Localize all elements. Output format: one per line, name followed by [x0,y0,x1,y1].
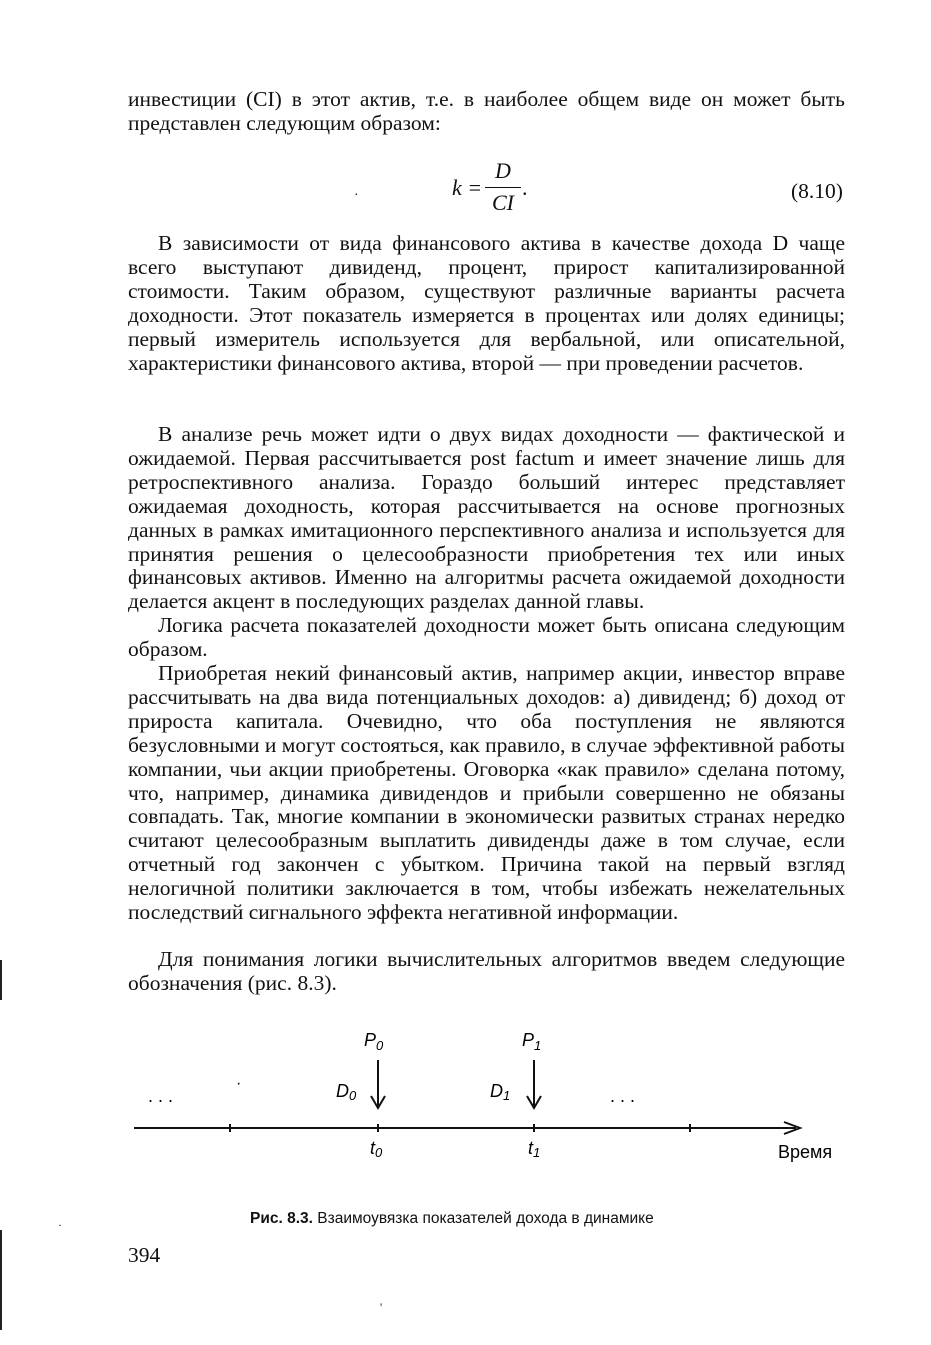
equation-number: (8.10) [791,179,843,203]
figure-8-3 [120,1020,850,1170]
paragraph-3: Логика расчета показателей доходности может быть описана следующим образом. [128,613,845,661]
formula-denominator: CI [492,190,514,215]
dots-right: . . . [610,1086,636,1106]
dots-left: . . . [148,1086,174,1106]
page-number: 394 [128,1243,161,1267]
caption-label: Рис. 8.3. [250,1210,313,1227]
label-p1: $P_1$ [522,1030,542,1053]
figure-caption [250,1210,654,1228]
formula-fraction [485,158,521,216]
formula-numerator: D [495,158,511,183]
paragraph-5: Для понимания логики вычислительных алгоритмов введем следующие обозначения (рис. 8.3). [128,947,845,995]
caption-text: Взаимоувязка показателей дохода в динамике [317,1210,654,1227]
paragraph-1: В зависимости от вида финансового актива в качестве дохода D чаще всего выступают дивиденд, процент, прирост капитализированной стоимости. Таким образом, существуют различные варианты расчета доходности. Этот показатель измеряется в процентах или долях единицы; первый измеритель используется для вербальной, или описательной, характеристики финансового актива, второй — при проведении расчетов. [128,231,845,375]
intro-paragraph: инвестиции (CI) в этот актив, т.е. в наиболее общем виде он может быть представлен следующим образом: [128,87,845,135]
label-p0: $P_0$ [364,1030,384,1053]
label-d0: D0 [336,1081,357,1103]
label-d1: D1 [490,1081,511,1103]
paragraph-4: Приобретая некий финансовый актив, например акции, инвестор вправе рассчитывать на два вида потенциальных доходов: а) дивиденд; б) доход от прироста капитала. Очевидно, что оба поступления не являются безусловными и могут состояться, как правило, в случае эффективной работы компании, чьи акции приобретены. Оговорка «как правило» сделана потому, что, например, динамика дивидендов и прибыли совершенно не обязаны совпадать. Так, многие компании в экономически развитых странах нередко считают целесообразным выплатить дивиденды даже в том случае, если отчетный год закончен с убытком. Причина такой на первый взгляд нелогичной политики заключается в том, чтобы избежать нежелательных последствий сигнального эффекта негативной информации. [128,661,845,925]
formula-trailing: . [522,175,528,200]
paragraph-2: В анализе речь может идти о двух видах доходности — фактической и ожидаемой. Первая рассчитывается post factum и имеет значение лишь для ретроспективного анализа. Гораздо больший интерес представляет ожидаемая доходность, которая рассчитывается на основе прогнозных данных в рамках имитационного перспективного анализа и используется для принятия решения о целесообразности приобретения тех или иных финансовых активов. Именно на алгоритмы расчета ожидаемой доходности делается акцент в последующих разделах данной главы. [128,422,845,614]
axis-label-time: Время [778,1142,833,1162]
stray-dot: · [354,188,359,203]
formula-8-10 [452,158,572,228]
scan-speck: · [58,1218,62,1232]
margin-scan-line [0,1230,2,1330]
label-t1: t1 [528,1138,541,1160]
stray-mark: · [236,1075,242,1092]
scan-speck: ' [380,1300,383,1314]
label-t0: t0 [370,1138,383,1160]
margin-scan-line [0,960,2,1000]
formula-lhs: k = [452,175,483,200]
fraction-bar [485,187,521,188]
